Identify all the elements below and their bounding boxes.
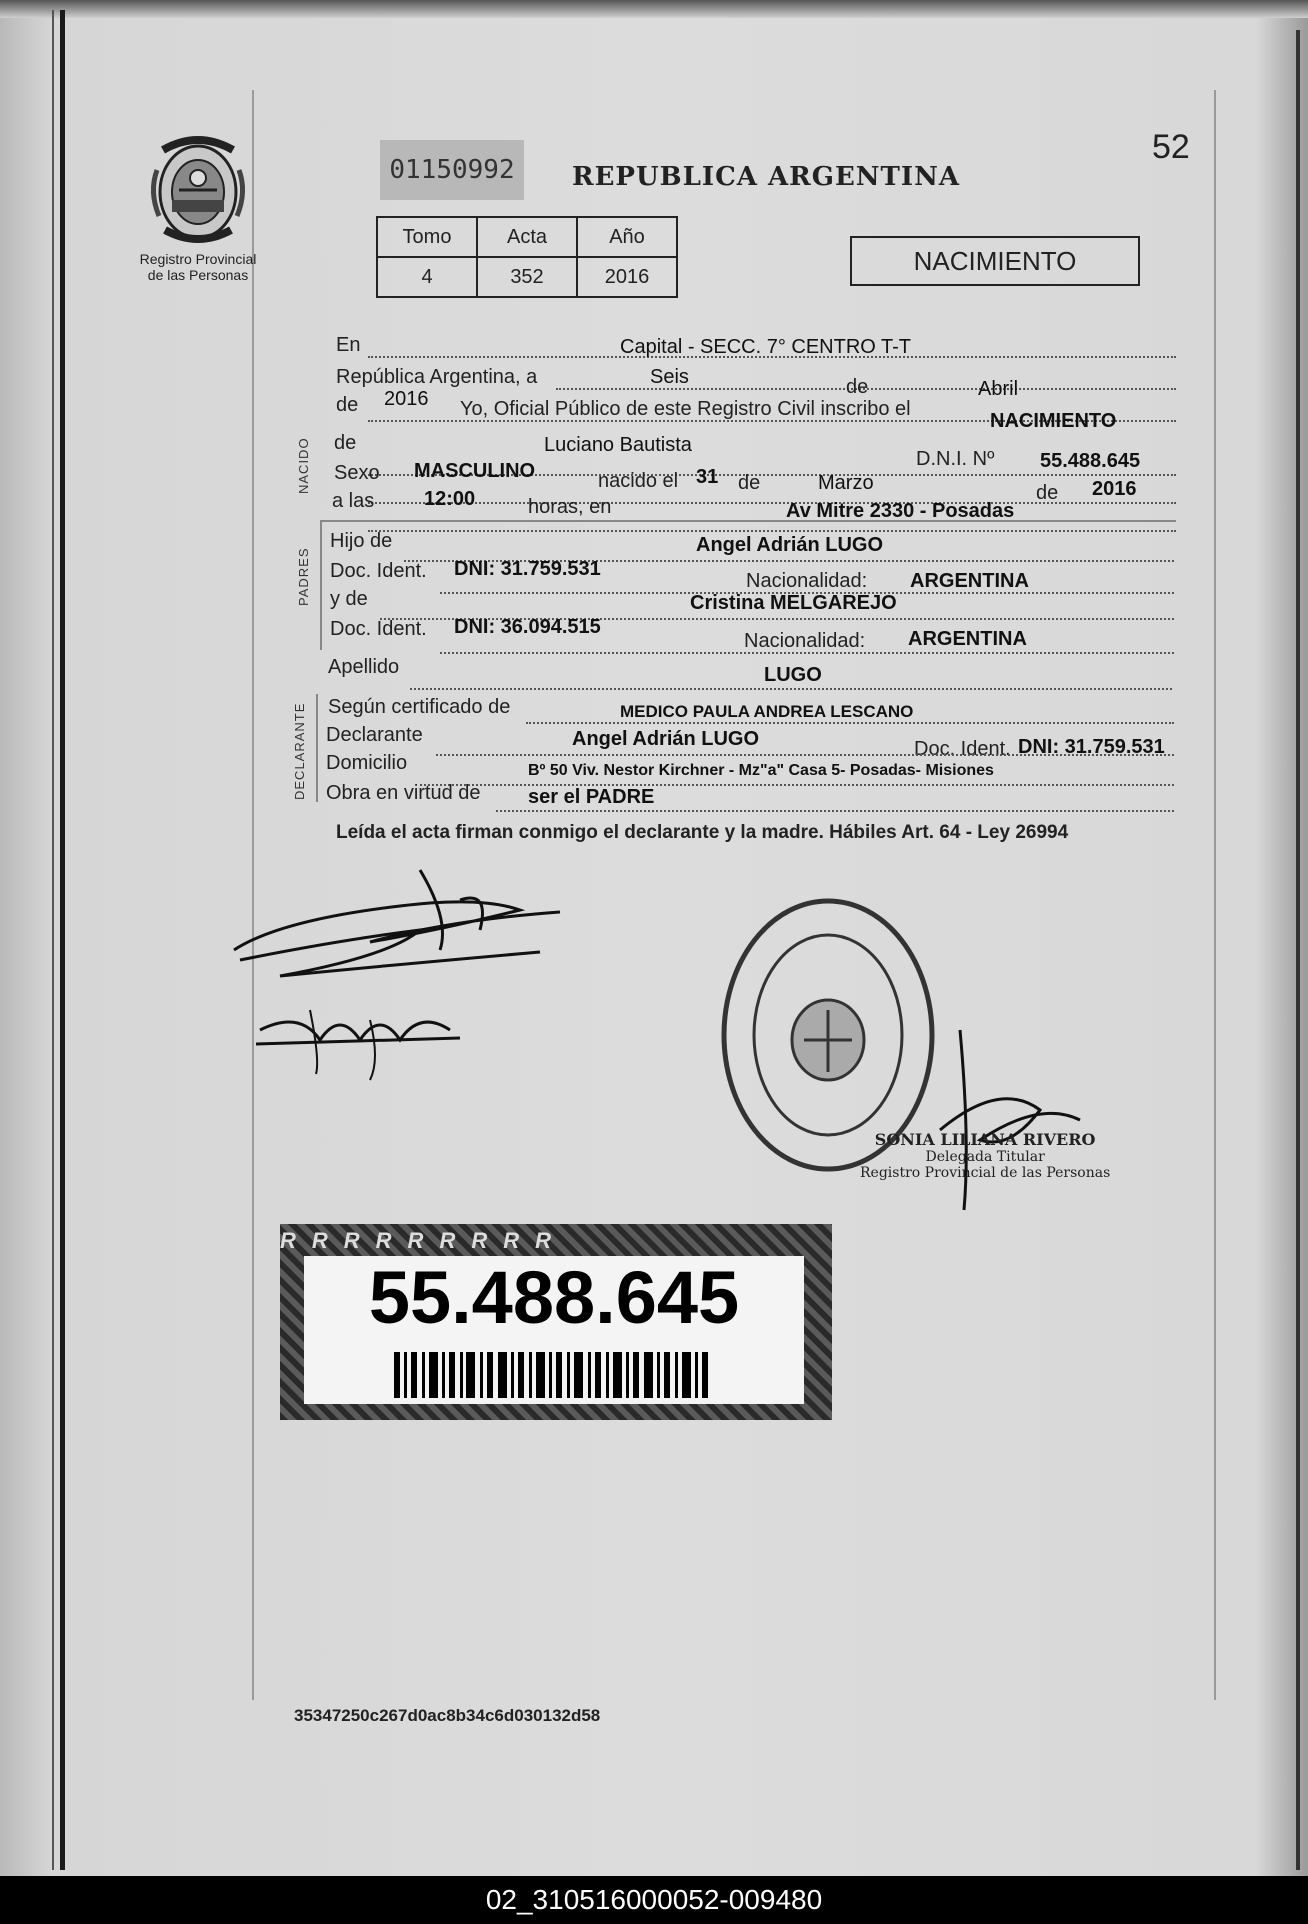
- birth-month: Marzo: [818, 472, 874, 494]
- serial-number: 01150992: [380, 140, 524, 200]
- sticker-brand-pattern: RRRRRRRRR: [280, 1228, 567, 1253]
- tomo-header: Tomo: [377, 217, 477, 257]
- dotted-line: [368, 530, 1176, 532]
- child-name: Luciano Bautista: [544, 434, 692, 456]
- tipo-value: NACIMIENTO: [990, 410, 1117, 432]
- padres-section-label: PADRES: [296, 547, 311, 606]
- dni-label: D.N.I. Nº: [916, 448, 995, 470]
- republica-label: República Argentina, a: [336, 366, 538, 388]
- alas-label: a las: [332, 490, 375, 512]
- dotted-line: [496, 810, 1174, 812]
- nacionalidad-label: Nacionalidad:: [746, 570, 868, 592]
- domicilio-label: Domicilio: [326, 752, 408, 774]
- registry-line-1: Registro Provincial: [139, 251, 257, 267]
- barcode-icon: [394, 1352, 714, 1398]
- certificado-label: Según certificado de: [328, 696, 511, 718]
- acta-value: 352: [477, 257, 577, 297]
- father-nationality: ARGENTINA: [910, 570, 1029, 592]
- section-rule: [316, 694, 318, 802]
- handwritten-signatures: [220, 860, 640, 1100]
- de-label: de: [738, 472, 761, 494]
- dotted-line: [440, 652, 1174, 654]
- declarante-doc: DNI: 31.759.531: [1018, 736, 1165, 758]
- apellido-value: LUGO: [764, 664, 822, 686]
- page-number: 52: [1152, 128, 1190, 166]
- barcode-label: [304, 1256, 804, 1404]
- section-rule: [320, 520, 1176, 522]
- dotted-line: [410, 688, 1172, 690]
- top-edge: [0, 0, 1308, 18]
- official-signature: [920, 1020, 1100, 1220]
- mother-nationality: ARGENTINA: [908, 628, 1027, 650]
- section-rule: [320, 520, 322, 650]
- en-label: En: [336, 334, 361, 356]
- act-type-box: NACIMIENTO: [850, 236, 1140, 286]
- birth-hour: 12:00: [424, 488, 476, 510]
- horas-label: horas, en: [528, 496, 612, 518]
- barcode-number: 55.488.645: [368, 1256, 740, 1339]
- official-org: Registro Provincial de las Personas: [860, 1165, 1111, 1181]
- registry-line-2: de las Personas: [147, 267, 249, 283]
- certificado-value: MEDICO PAULA ANDREA LESCANO: [620, 702, 914, 721]
- nacido-el-label: nacido el: [598, 470, 679, 492]
- de-label: de: [846, 376, 869, 398]
- de-label: de: [1036, 482, 1059, 504]
- dotted-line: [526, 722, 1174, 724]
- book-table: [376, 216, 678, 298]
- anio-header: Año: [577, 217, 677, 257]
- country-title: REPUBLICA ARGENTINA: [572, 162, 961, 192]
- binder-edge: [60, 10, 65, 1870]
- mother-name: Cristina MELGAREJO: [690, 592, 897, 614]
- dotted-line: [368, 502, 1176, 504]
- doc-ident-label: Doc. Ident.: [330, 560, 427, 582]
- nacionalidad-label: Nacionalidad:: [744, 630, 866, 652]
- month-value: Abril: [978, 378, 1019, 400]
- coat-of-arms-icon: [143, 130, 253, 246]
- right-edge: [1296, 30, 1300, 1870]
- doc-ident-label: Doc. Ident.: [330, 618, 427, 640]
- birth-place: Av Mitre 2330 - Posadas: [786, 500, 1015, 522]
- birth-year: 2016: [1092, 478, 1137, 500]
- official-role: Delegada Titular: [925, 1149, 1045, 1165]
- doc-ident-label: Doc. Ident.: [914, 738, 1011, 760]
- scan-file-id: 02_310516000052-009480: [0, 1876, 1308, 1924]
- binder-line: [52, 10, 54, 1870]
- de-label: de: [334, 432, 357, 454]
- closing-statement: Leída el acta firman conmigo el declarante y la madre. Hábiles Art. 64 - Ley 26994: [336, 822, 1069, 843]
- child-dni: 55.488.645: [1040, 450, 1141, 472]
- father-name: Angel Adrián LUGO: [696, 534, 884, 556]
- document-hash: 35347250c267d0ac8b34c6d030132d58: [294, 1706, 601, 1725]
- hijo-de-label: Hijo de: [330, 530, 393, 552]
- de-year-label: de: [336, 394, 359, 416]
- province-logo: [128, 130, 268, 290]
- year-value: 2016: [384, 388, 429, 410]
- place-value: Capital - SECC. 7° CENTRO T-T: [620, 336, 912, 358]
- acta-header: Acta: [477, 217, 577, 257]
- day-value: Seis: [650, 366, 689, 388]
- father-doc: DNI: 31.759.531: [454, 558, 601, 580]
- nacido-section-label: NACIDO: [296, 437, 311, 494]
- tomo-value: 4: [377, 257, 477, 297]
- declarante-section-label: DECLARANTE: [292, 702, 307, 800]
- apellido-label: Apellido: [328, 656, 400, 678]
- sexo-value: MASCULINO: [414, 460, 536, 482]
- declarante-name: Angel Adrián LUGO: [572, 728, 760, 750]
- dotted-line: [436, 754, 1174, 756]
- official-stamp: [860, 1130, 1110, 1181]
- domicilio-value: Bº 50 Viv. Nestor Kirchner - Mz"a" Casa 5- Posadas- Misiones: [528, 762, 994, 779]
- dni-barcode-sticker: [280, 1224, 832, 1420]
- declarante-label: Declarante: [326, 724, 423, 746]
- inscribo-label: Yo, Oficial Público de este Registro Civil inscribo el: [460, 398, 911, 420]
- birth-day: 31: [696, 466, 719, 488]
- y-de-label: y de: [330, 588, 368, 610]
- sexo-label: Sexo: [334, 462, 380, 484]
- obra-label: Obra en virtud de: [326, 782, 481, 804]
- official-name: SONIA LILIANA RIVERO: [874, 1130, 1096, 1149]
- anio-value: 2016: [577, 257, 677, 297]
- obra-value: ser el PADRE: [528, 786, 655, 808]
- mother-doc: DNI: 36.094.515: [454, 616, 601, 638]
